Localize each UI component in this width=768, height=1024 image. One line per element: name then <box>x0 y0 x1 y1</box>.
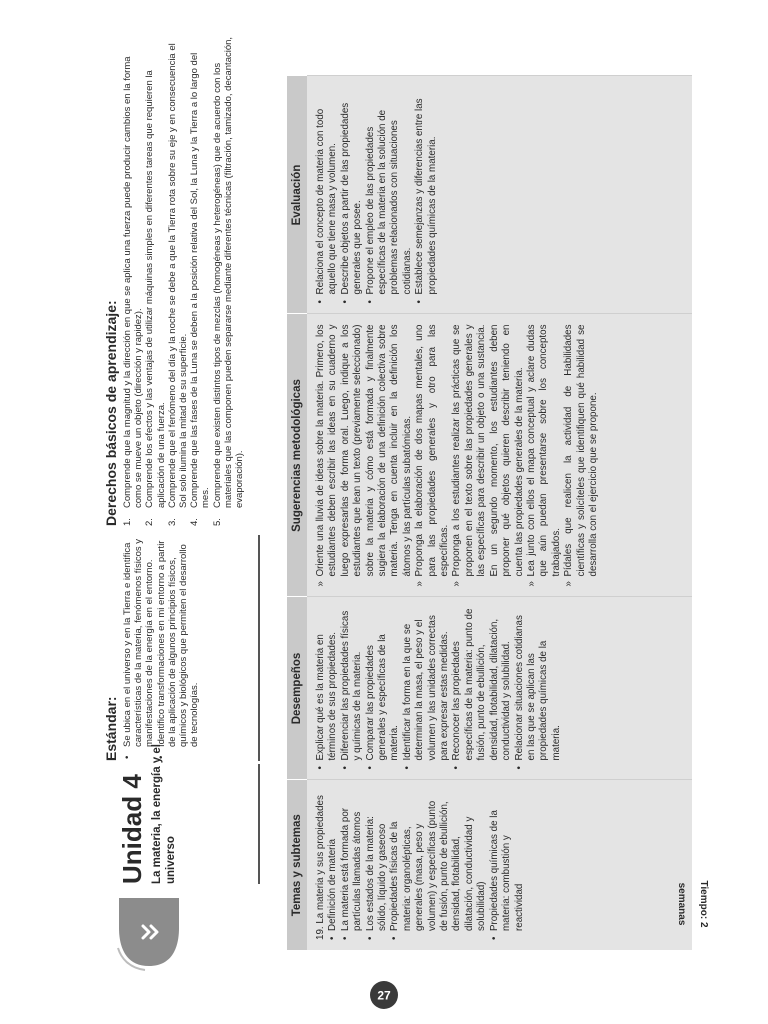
dba-item: 1. Comprende que la magnitud y la dirección en que se aplica una fuerza puede producir cambios en la forma como se mueve un objeto (dirección y rapidez). <box>122 56 145 526</box>
estandar-item: • Identifico transformaciones en mi entorno a partir de la aplicación de algunos principios físicos, químicos y biológicos que permiten el desarrollo de tecnologías. <box>156 535 201 761</box>
temas-title: 19. La materia y sus propiedades <box>315 795 326 940</box>
list-item: • Diferenciar las propiedades físicas y químicas de la materia. <box>340 608 365 770</box>
list-item: • Reconocer las propiedades específicas de la materia: punto de fusión, punto de ebullición, densidad, flotabilidad, dilatación, conductividad y solubilidad. <box>451 608 513 770</box>
table-header-row <box>287 76 307 950</box>
dba-list <box>122 36 245 526</box>
dba-item: 2. Comprende los efectos y las ventajas de utilizar máquinas simples en diferentes tareas que requieren la aplicación de una fuerza. <box>144 70 167 526</box>
dba-item: 5. Comprende que existen distintos tipos de mezclas (homogéneas y heterogéneas) que de acuerdo con los materiales que las componen pueden separarse mediante diferentes técnicas (filtración, tamizado, decantación, evaporación). <box>211 36 246 526</box>
unit-subtitle: La materia, la energía y el universo <box>151 744 177 884</box>
list-item: » Oriente una lluvia de ideas sobre la materia. Primero, los estudiantes deben escribir las ideas en su cuaderno y luego expresarlas de forma oral. Luego, indique a los estudiantes que lean un texto (previamente seleccionado) sobre la materia y cómo está formada y finalmente sugiera la elaboración de una definición colectiva sobre materia. Tenga en cuenta incluir en la definición los átomos y las partículas subatómicas. <box>315 325 414 587</box>
divider-estandar <box>258 535 260 761</box>
list-item: » Proponga a los estudiantes realizar las prácticas que se proponen en el texto sobre las propiedades generales y las específicas para describir un objeto o una sustancia. En un segundo momento, los estudiantes deben proponer qué objetos quieren describir teniendo en cuenta las propiedades generales de la materia. <box>451 325 525 587</box>
list-item: » Proponga la elaboración de dos mapas mentales, uno para las propiedades generales y otro para las específicas. <box>414 325 451 587</box>
list-item: • Identificar la forma en la que se determinan la masa, el peso y el volumen y las unidades correctas para expresar estas medidas. <box>402 608 452 770</box>
list-item: • Propiedades físicas de la materia: organolépticas, generales (masa, peso y volumen) y específicas (punto de fusión, punto de ebullición, densidad, flotabilidad, dilatación, conductividad y solubilidad) <box>389 791 488 941</box>
dba-heading: Derechos básicos de aprendizaje: <box>103 300 119 526</box>
list-item: • La materia está formada por partículas llamadas átomos <box>340 791 365 941</box>
cell-sugerencias <box>307 314 692 597</box>
list-item: • Relaciona el concepto de materia con todo aquello que tiene masa y volumen. <box>315 87 340 304</box>
unit-title: Unidad 4 <box>117 774 147 884</box>
list-item: • Relacionar situaciones cotidianas en las que se aplican las propiedades químicas de la materia. <box>514 608 564 770</box>
header-desempenos: Desempeños <box>287 597 307 780</box>
planning-table <box>287 76 692 951</box>
list-item: » Lea junto con ellos el mapa conceptual y aclare dudas que aún puedan presentarse sobre los conceptos trabajados. <box>526 325 563 587</box>
list-item: • Describe objetos a partir de las propiedades generales que posee. <box>340 87 365 304</box>
list-item: • Explicar qué es la materia en términos de sus propiedades. <box>315 608 340 770</box>
list-item: » Pídales que realicen la actividad de Habilidades científicas y solicíteles que identifiquen qué habilidad se desarrolla con el ejercicio que se propone. <box>563 325 600 587</box>
estandar-list <box>122 535 200 761</box>
unit-badge-icon <box>115 894 183 972</box>
list-item: • Propone el empleo de las propiedades específicas de la materia en la solución de problemas relacionados con situaciones cotidianas. <box>365 87 415 304</box>
header-sugerencias: Sugerencias metodológicas <box>287 314 307 597</box>
dba-item: 4. Comprende que las fases de la Luna se deben a la posición relativa del Sol, la Luna y la Tierra a lo largo del mes. <box>189 52 212 526</box>
divider-unit <box>258 764 260 884</box>
cell-desempenos <box>307 597 692 780</box>
estandar-item: • Se ubica en el universo y en la Tierra e identifica características de la materia, fenómenos físicos y manifestaciones de la energía en el entorno. <box>122 535 156 761</box>
dba-item: 3. Comprende que el fenómeno del día y la noche se debe a que la Tierra rota sobre su eje y en consecuencia el Sol solo ilumina la mitad de su superficie. <box>166 43 190 526</box>
list-item: • Comparar las propiedades generales y específicas de la materia. <box>365 608 402 770</box>
cell-temas <box>307 780 692 950</box>
estandar-heading: Estándar: <box>103 696 119 761</box>
header-temas: Temas y subtemas <box>287 780 307 950</box>
page-number: 27 <box>370 981 398 1009</box>
cell-evaluacion <box>307 76 692 314</box>
header-evaluacion: Evaluación <box>287 76 307 314</box>
table-row <box>307 76 692 950</box>
tiempo-label: Tiempo: 2 semanas <box>676 880 709 928</box>
list-item: • Propiedades químicas de la materia: combustión y reactividad <box>489 791 526 941</box>
list-item: • Establece semejanzas y diferencias entre las propiedades químicas de la materia. <box>414 87 439 304</box>
list-item: • Definición de materia <box>327 791 339 941</box>
list-item: • Los estados de la materia: sólido, líquido y gaseoso <box>365 791 390 941</box>
